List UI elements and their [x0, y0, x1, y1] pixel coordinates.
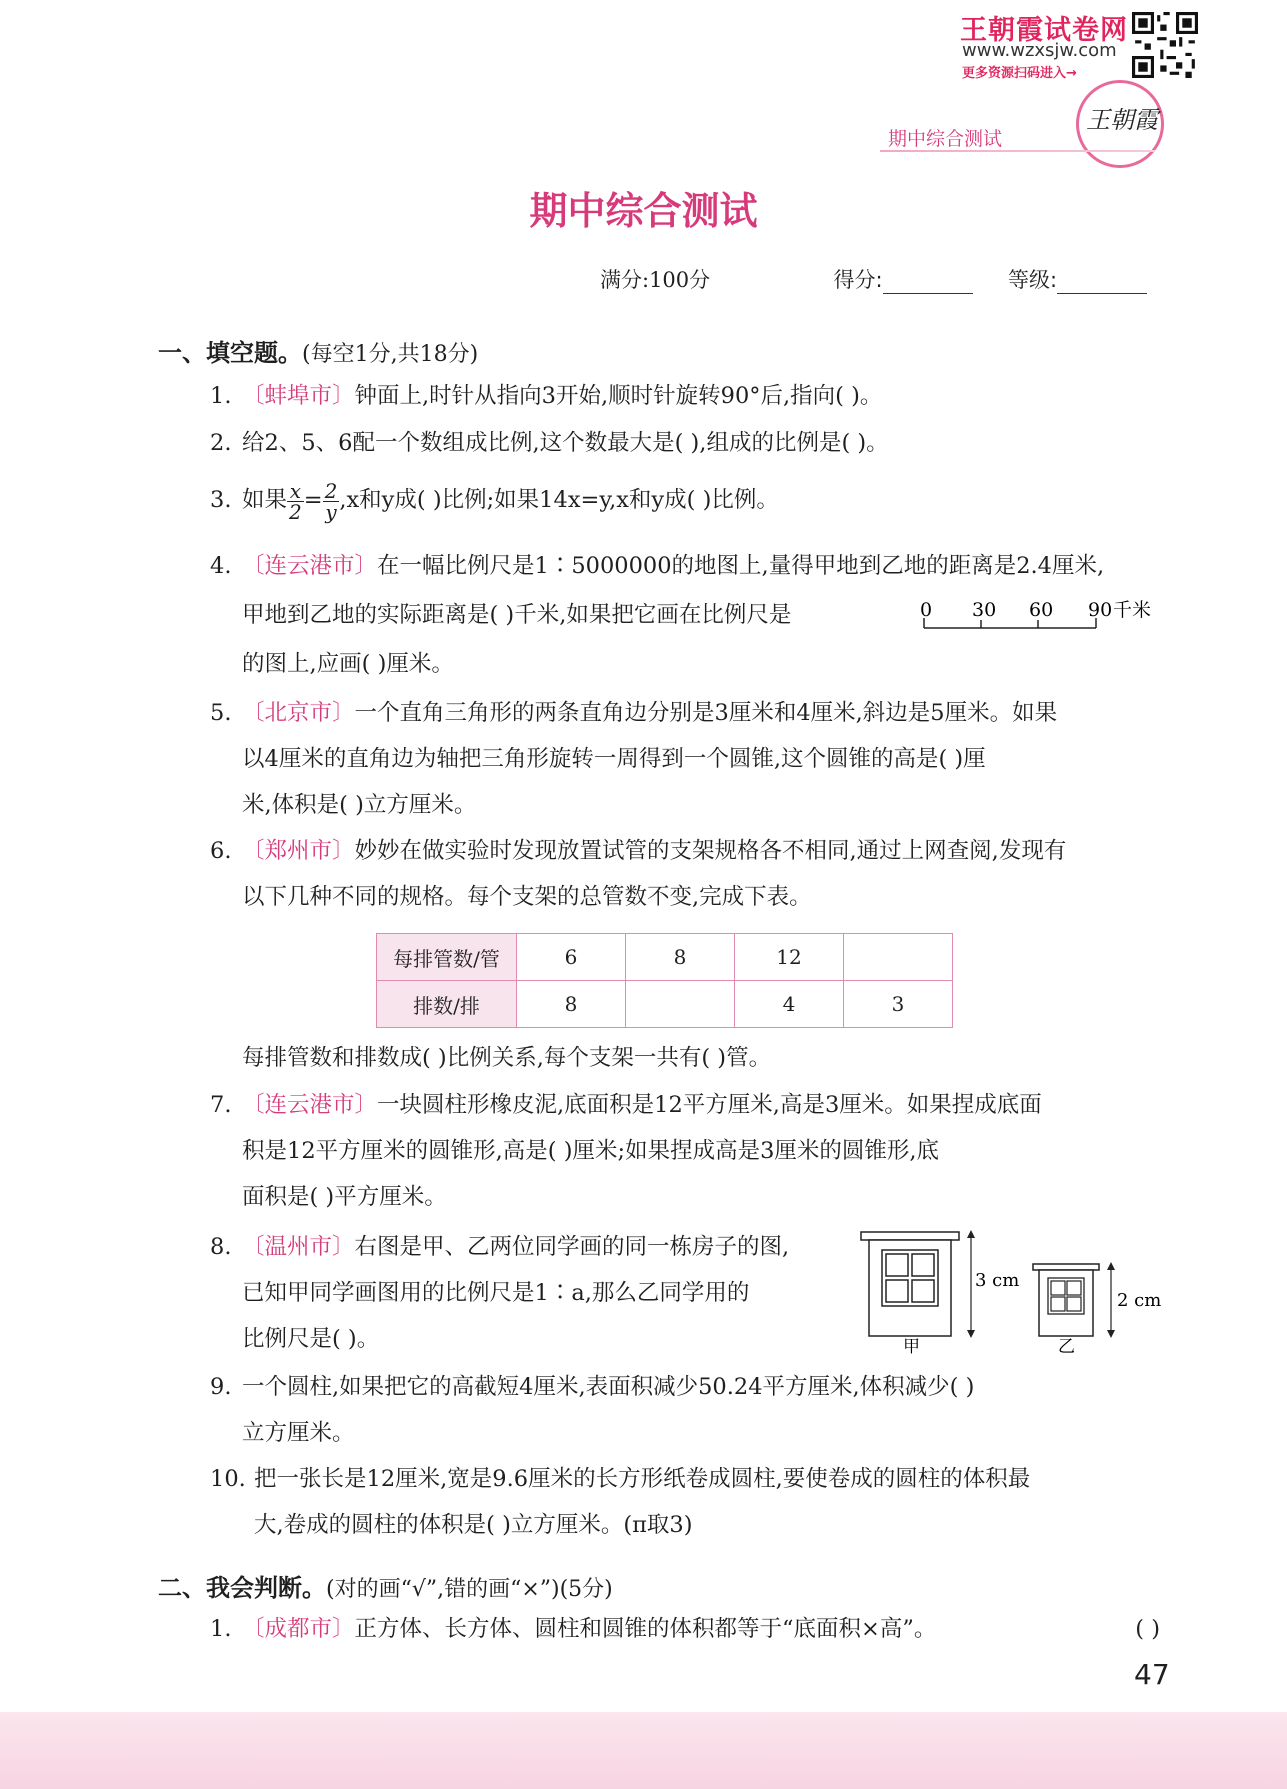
question-9 — [210, 1364, 974, 1456]
denominator: y — [325, 499, 337, 524]
table-cell-blank[interactable] — [626, 981, 735, 1028]
question-text: 妙妙在做实验时发现放置试管的支架规格各不相同,通过上网查阅,发现有 — [354, 838, 1067, 864]
question-text: 一个圆柱,如果把它的高截短4厘米,表面积减少50.24平方厘米,体积减少( ) — [242, 1374, 975, 1400]
table-row — [377, 981, 953, 1028]
question-text: 大,卷成的圆柱的体积是( )立方厘米。(π取3) — [254, 1512, 693, 1538]
question-text: 给2、5、6配一个数组成比例,这个数最大是( ),组成的比例是( )。 — [242, 430, 889, 456]
table-cell: 12 — [735, 934, 844, 981]
brand-title: 王朝霞试卷网 — [960, 15, 1128, 46]
table-cell: 8 — [517, 981, 626, 1028]
question-text: 钟面上,时针从指向3开始,顺时针旋转90°后,指向( )。 — [354, 383, 883, 409]
full-marks: 满分:100分 — [600, 268, 711, 292]
figure-a-height-label: 3 cm — [975, 1270, 1020, 1291]
footer-band — [0, 1712, 1287, 1789]
qr-code-icon[interactable] — [1132, 12, 1198, 78]
table-cell: 3 — [844, 981, 953, 1028]
question-text: 正方体、长方体、圆柱和圆锥的体积都等于“底面积×高”。 — [354, 1616, 937, 1642]
question-text: 在一幅比例尺是1∶5000000的地图上,量得甲地到乙地的距离是2.4厘米, — [377, 553, 1105, 579]
scale-label-0: 0 — [920, 599, 933, 621]
question-text: 把一张长是12厘米,宽是9.6厘米的长方形纸卷成圆柱,要使卷成的圆柱的体积最 — [254, 1466, 1031, 1492]
seal-signature: 王朝霞 — [1086, 106, 1158, 134]
question-text: ,x和y成( )比例;如果14x=y,x和y成( )比例。 — [339, 487, 779, 513]
section2-note: (对的画“√”,错的画“×”)(5分) — [326, 1577, 613, 1602]
numerator: 2 — [324, 478, 338, 503]
question-number: 8. — [210, 1234, 232, 1260]
page-number: 47 — [1134, 1658, 1170, 1691]
score-field[interactable] — [883, 271, 973, 294]
question-text: 积是12平方厘米的圆锥形,高是( )厘米;如果捏成高是3厘米的圆锥形,底 — [242, 1138, 940, 1164]
judge-question-1 — [210, 1606, 1160, 1652]
region-tag: 〔北京市〕 — [242, 700, 355, 726]
question-number: 2. — [210, 430, 232, 456]
score-label: 得分: — [833, 268, 883, 292]
question-text: 一个直角三角形的两条直角边分别是3厘米和4厘米,斜边是5厘米。如果 — [354, 700, 1058, 726]
question-7 — [210, 1082, 1042, 1220]
question-text: 以4厘米的直角边为轴把三角形旋转一周得到一个圆锥,这个圆锥的高是( )厘 — [242, 746, 986, 772]
brand-url[interactable]: www.wzxsjw.com — [962, 40, 1117, 61]
question-number: 10. — [210, 1466, 246, 1492]
question-text: 米,体积是( )立方厘米。 — [242, 792, 477, 818]
scale-bar-diagram — [920, 598, 1160, 638]
fraction-x-over-2 — [287, 478, 304, 524]
table-cell: 8 — [626, 934, 735, 981]
rack-spec-table — [376, 933, 953, 1028]
question-text: 甲地到乙地的实际距离是( )千米,如果把它画在比例尺是 — [242, 602, 792, 628]
house-figure-b — [1033, 1262, 1161, 1356]
fraction-2-over-y — [323, 478, 340, 524]
question-2 — [210, 420, 889, 466]
equals-sign: = — [303, 487, 323, 513]
question-10 — [210, 1456, 1030, 1548]
denominator: 2 — [289, 499, 302, 524]
table-row-header: 每排管数/管 — [377, 934, 517, 981]
brand-subtitle: 更多资源扫码进入→ — [962, 66, 1077, 81]
question-text: 以下几种不同的规格。每个支架的总管数不变,完成下表。 — [242, 884, 812, 910]
region-tag: 〔郑州市〕 — [242, 838, 355, 864]
grade-label: 等级: — [1008, 268, 1058, 292]
question-number: 3. — [210, 487, 232, 513]
house-figures — [855, 1228, 1165, 1356]
table-row — [377, 934, 953, 981]
page-title: 期中综合测试 — [529, 189, 758, 233]
question-number: 1. — [210, 383, 232, 409]
scale-label-30: 30 — [972, 599, 997, 621]
region-tag: 〔连云港市〕 — [242, 553, 378, 579]
house-figure-a — [861, 1230, 1019, 1356]
question-text: 如果 — [242, 487, 288, 513]
question-text: 的图上,应画( )厘米。 — [242, 651, 454, 677]
figure-b-height-label: 2 cm — [1117, 1290, 1162, 1311]
question-3 — [210, 477, 779, 523]
scale-label-60: 60 — [1029, 599, 1054, 621]
region-tag: 〔温州市〕 — [242, 1234, 355, 1260]
scale-label-90: 90 — [1088, 599, 1113, 621]
table-cell: 6 — [517, 934, 626, 981]
figure-a-name: 甲 — [903, 1337, 920, 1356]
question-number: 7. — [210, 1092, 232, 1118]
scale-unit: 千米 — [1113, 599, 1152, 621]
table-cell: 4 — [735, 981, 844, 1028]
question-text: 每排管数和排数成( )比例关系,每个支架一共有( )管。 — [242, 1045, 772, 1071]
question-6-answer-line — [210, 1035, 771, 1081]
table-cell-blank[interactable] — [844, 934, 953, 981]
question-5 — [210, 690, 1057, 828]
question-text: 已知甲同学画图用的比例尺是1∶a,那么乙同学用的 — [242, 1280, 750, 1306]
question-6 — [210, 828, 1066, 920]
question-number: 9. — [210, 1374, 232, 1400]
table-row-header: 排数/排 — [377, 981, 517, 1028]
question-text: 比例尺是( )。 — [242, 1326, 380, 1352]
header-divider — [880, 150, 1155, 152]
question-text: 一块圆柱形橡皮泥,底面积是12平方厘米,高是3厘米。如果捏成底面 — [377, 1092, 1042, 1118]
region-tag: 〔连云港市〕 — [242, 1092, 378, 1118]
question-text: 右图是甲、乙两位同学画的同一栋房子的图, — [354, 1234, 790, 1260]
section1-title: 一、填空题。 — [158, 339, 302, 367]
numerator: x — [287, 481, 304, 502]
header-section-label: 期中综合测试 — [888, 128, 1003, 150]
question-8 — [210, 1224, 789, 1362]
section1-note: (每空1分,共18分) — [302, 342, 479, 367]
question-text: 立方厘米。 — [242, 1420, 355, 1446]
section2-title: 二、我会判断。 — [158, 1574, 326, 1602]
section2-heading — [158, 1568, 613, 1603]
grade-field[interactable] — [1057, 271, 1147, 294]
answer-paren[interactable]: ( ) — [1135, 1616, 1160, 1642]
region-tag: 〔蚌埠市〕 — [242, 383, 355, 409]
figure-b-name: 乙 — [1058, 1337, 1075, 1356]
question-number: 6. — [210, 838, 232, 864]
question-number: 1. — [210, 1616, 232, 1642]
region-tag: 〔成都市〕 — [242, 1616, 355, 1642]
score-row — [600, 264, 1147, 294]
question-text: 面积是( )平方厘米。 — [242, 1184, 447, 1210]
question-1 — [210, 373, 882, 419]
question-number: 4. — [210, 553, 232, 579]
section1-heading — [158, 333, 478, 368]
question-number: 5. — [210, 700, 232, 726]
